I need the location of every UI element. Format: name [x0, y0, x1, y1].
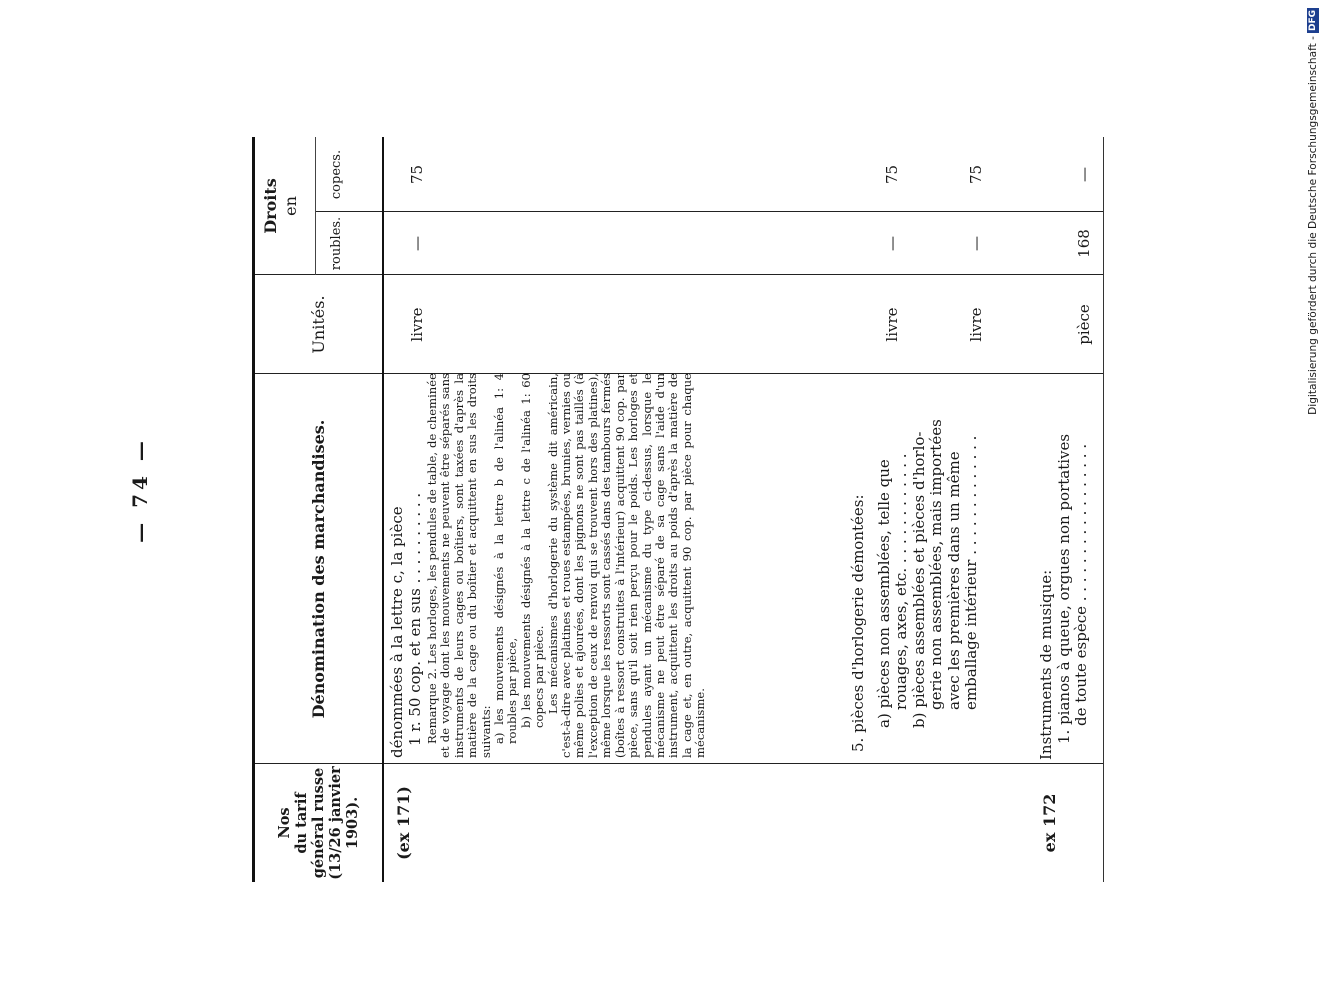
row-code: ex 172 [1040, 793, 1059, 853]
header-line: du tarif [293, 792, 310, 854]
remark-paragraph: Remarque 2. Les horloges, les pendules de table, de cheminée et de voyage dont les mouvements ne peuvent être séparés sans instruments de leurs cages ou boîtiers, sont taxées d'après la matière de la cage ou du boîtier et acquittent en sus les droits suivants: [425, 373, 493, 758]
row-copecs: 75 [408, 164, 426, 185]
desc-line: 1 r. 50 cop. et en sus . . . . . . . . . . [405, 492, 424, 746]
header-line: Nos [276, 807, 293, 839]
row-roubles: — [883, 236, 901, 251]
header-tariff-number [255, 764, 382, 882]
header-text: Unités. [309, 295, 328, 354]
tariff-table [252, 137, 1104, 882]
row-copecs: 75 [883, 164, 901, 185]
header-duties-title [261, 137, 301, 275]
header-duties [255, 137, 382, 275]
header-rule [382, 137, 384, 882]
page-number: — 74 — [128, 437, 152, 543]
row-description [850, 373, 981, 758]
desc-line: gerie non assemblées, mais importées [927, 419, 945, 710]
header-line: (13/26 janvier [327, 766, 344, 880]
header-subrule [315, 137, 316, 275]
desc-line: emballage intérieur . . . . . . . . . . . . . [962, 435, 980, 710]
row-unit: livre [967, 307, 985, 342]
desc-line: 1. pianos à queue, orgues non portatives [1054, 433, 1073, 744]
desc-line: a) pièces non assemblées, telle que [874, 459, 893, 728]
row-code: (ex 171) [394, 786, 413, 860]
remark-item: a) les mouvements désignés à la lettre b de l'alinéa 1: 4 roubles par pièce, [492, 373, 520, 744]
remark-item: b) les mouvements désignés à la lettre c de l'alinéa 1: 60 copecs par pièce. [518, 373, 547, 728]
row-copecs: — [1075, 167, 1093, 182]
dfg-watermark [1304, 8, 1322, 415]
desc-line: avec les premières dans un même [944, 451, 963, 710]
header-line: 1903). [344, 796, 361, 850]
dfg-watermark-text [1304, 8, 1322, 415]
row-roubles: — [408, 236, 426, 251]
desc-line: de toute espèce . . . . . . . . . . . . . . . . . [1072, 443, 1090, 726]
row-unit: pièce [1075, 304, 1093, 345]
header-text: Dénomination des marchandises. [309, 419, 328, 719]
desc-heading: Instruments de musique: [1037, 569, 1055, 760]
dfg-logo: DFG [1308, 10, 1318, 32]
header-denomination [255, 374, 382, 764]
header-line: général russe [310, 767, 327, 879]
row-unit: livre [408, 307, 426, 342]
desc-heading: 5. pièces d'horlogerie démontées: [849, 494, 867, 752]
row-copecs: 75 [967, 164, 985, 185]
desc-line: rouages, axes, etc. . . . . . . . . . . . . [892, 453, 910, 710]
row-description [1038, 375, 1091, 760]
header-text: en [281, 196, 300, 216]
remark-paragraph: Les mécanismes d'horlogerie du système dit américain, c'est-à-dire avec platines et roues estampées, brunies, vernies ou même polies et ajourées, dont les pignons ne sont pas taillés (à l'exception de ceux de renvoi qui se trouvent hors des platines), même lorsque les ressorts sont cassés dans des tambours fermés (boîtes à ressort construites à l'intérieur) acquittent 90 cop. par pièce, sans qu'il soit rien perçu pour le poids. Les horloges et pendules ayant un mécanisme du type ci-dessus, lorsque le mécanisme ne peut être séparé de sa cage sans l'aide d'un instrument, acquittent les droits au poids d'après la matière de la cage et, en outre, acquittent 90 cop. par pièce pour chaque mécanisme. [545, 373, 708, 758]
header-copecs: copecs. [329, 149, 344, 200]
desc-line: b) pièces assemblées et pièces d'horlo- [909, 431, 928, 728]
watermark-text: Digitalisierung gefördert durch die Deutsche Forschungsgemeinschaft - [1307, 36, 1319, 415]
desc-line: dénommées à la lettre c, la pièce [388, 506, 406, 758]
row-description [389, 373, 708, 758]
header-units [255, 275, 382, 374]
row-roubles: — [967, 236, 985, 251]
header-text: Droits [261, 178, 280, 234]
row-unit: livre [883, 307, 901, 342]
row-roubles: 168 [1075, 229, 1093, 258]
header-roubles: roubles. [329, 216, 344, 271]
